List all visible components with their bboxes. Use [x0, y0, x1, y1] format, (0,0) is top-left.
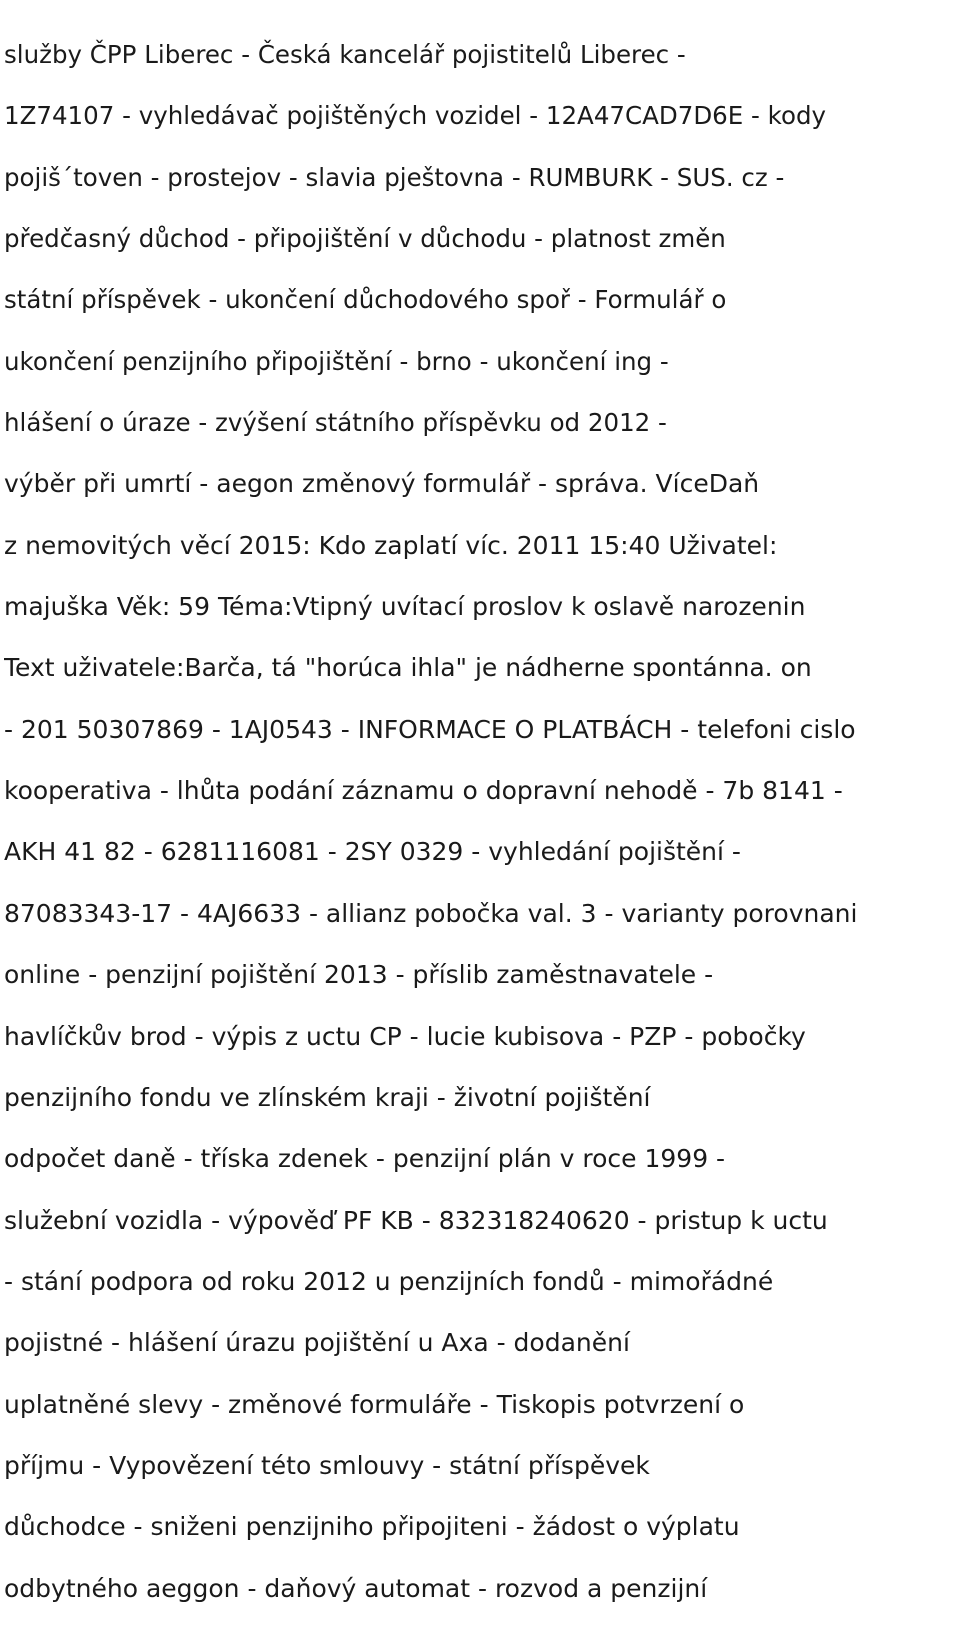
- text-line: služební vozidla - výpověď PF KB - 832318240620 - pristup k uctu: [4, 1205, 828, 1235]
- text-line: výběr při umrtí - aegon změnový formulář - správa. VíceDaň: [4, 469, 760, 499]
- text-line: odbytného aeggon - daňový automat - rozvod a penzijní: [4, 1573, 708, 1603]
- text-line: služby ČPP Liberec - Česká kancelář pojistitelů Liberec -: [4, 40, 686, 69]
- text-line: státní příspěvek - ukončení důchodového spoř - Formulář o: [4, 285, 727, 315]
- text-line: ukončení penzijního připojištění - brno - ukončení ing -: [4, 346, 669, 376]
- text-line: příjmu - Vypovězení této smlouvy - státní příspěvek: [4, 1450, 650, 1480]
- text-line: důchodce - sniženi penzijniho připojiteni - žádost o výplatu: [4, 1512, 740, 1542]
- text-line: - 201 50307869 - 1AJ0543 - INFORMACE O PLATBÁCH - telefoni cislo: [4, 714, 856, 744]
- text-line: penzijního fondu ve zlínském kraji - životní pojištění: [4, 1082, 651, 1112]
- text-line: z nemovitých věcí 2015: Kdo zaplatí víc. 2011 15:40 Uživatel:: [4, 530, 778, 560]
- text-line: Text uživatele:Barča, tá "horúca ihla" je nádherne spontánna. on: [4, 653, 812, 683]
- text-line: AKH 41 82 - 6281116081 - 2SY 0329 - vyhledání pojištění -: [4, 837, 741, 867]
- text-line: odpočet daně - tříska zdenek - penzijní plán v roce 1999 -: [4, 1144, 726, 1174]
- text-line: předčasný důchod - připojištění v důchodu - platnost změn: [4, 224, 726, 254]
- text-line: pojistné - hlášení úrazu pojištění u Axa - dodanění: [4, 1328, 630, 1358]
- text-line: uplatněné slevy - změnové formuláře - Tiskopis potvrzení o: [4, 1389, 745, 1419]
- text-line: - stání podpora od roku 2012 u penzijních fondů - mimořádné: [4, 1266, 774, 1296]
- text-line: hlášení o úraze - zvýšení státního příspěvku od 2012 -: [4, 408, 667, 438]
- text-line: kooperativa - lhůta podání záznamu o dopravní nehodě - 7b 8141 -: [4, 776, 843, 806]
- text-line: havlíčkův brod - výpis z uctu CP - lucie kubisova - PZP - pobočky: [4, 1021, 806, 1051]
- text-line: 87083343-17 - 4AJ6633 - allianz pobočka val. 3 - varianty porovnani: [4, 898, 858, 928]
- text-line: majuška Věk: 59 Téma:Vtipný uvítací proslov k oslavě narozenin: [4, 592, 806, 622]
- text-line: pojiš´toven - prostejov - slavia pještovna - RUMBURK - SUS. cz -: [4, 162, 785, 192]
- text-line: 1Z74107 - vyhledávač pojištěných vozidel - 12A47CAD7D6E - kody: [4, 101, 827, 131]
- document-text: [4, 24, 960, 1619]
- text-line: online - penzijní pojištění 2013 - příslib zaměstnavatele -: [4, 960, 714, 990]
